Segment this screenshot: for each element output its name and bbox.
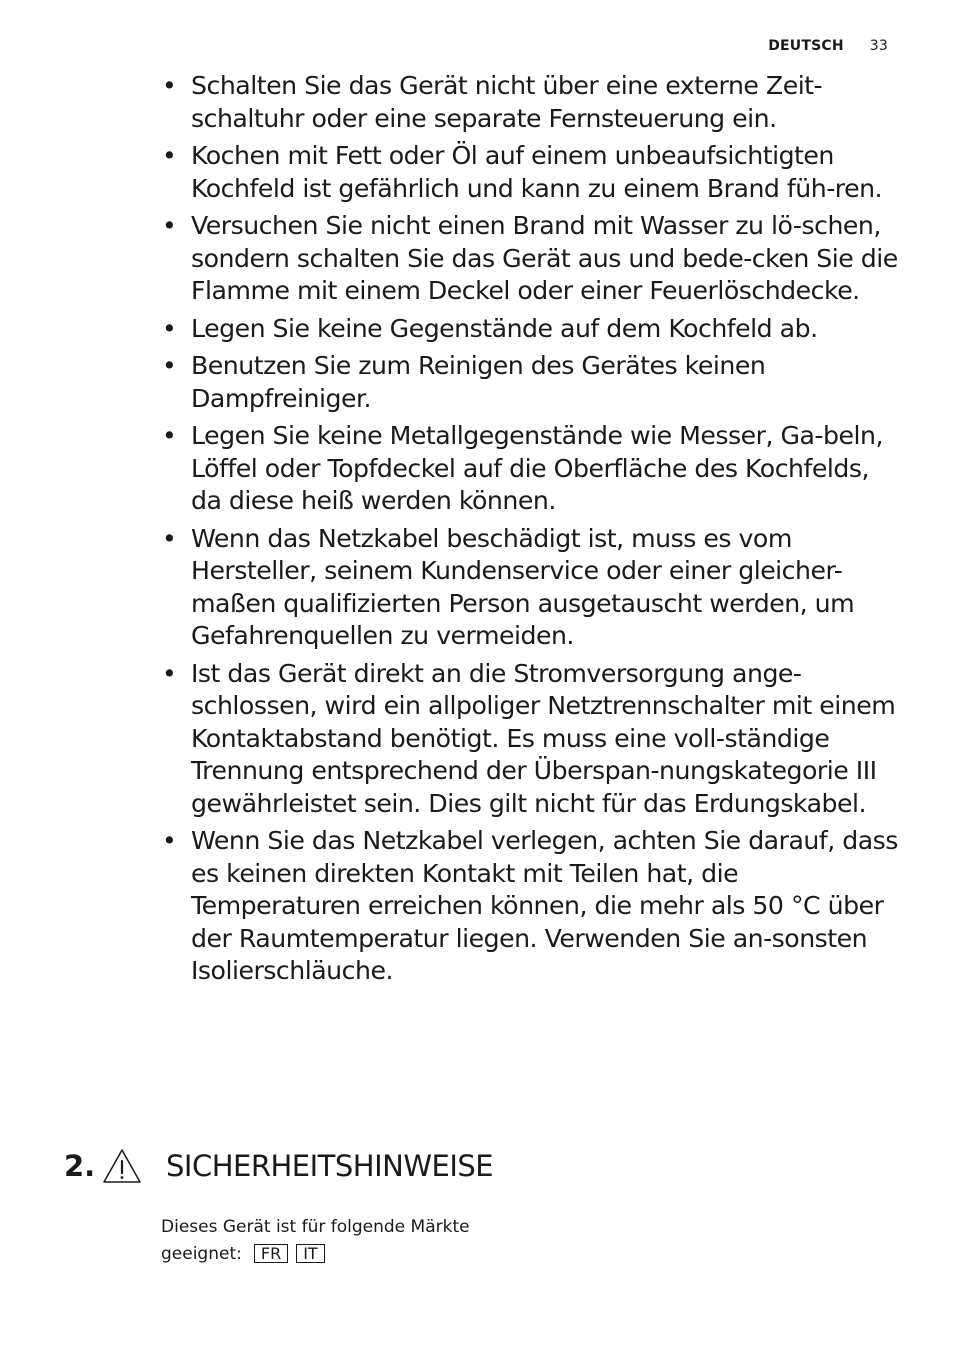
section-number: 2. [64,1149,96,1183]
list-item-text: Wenn Sie das Netzkabel verlegen, achten Sie darauf, dass es keinen direkten Kontakt mit Teilen hat, die Temperaturen erreichen können, die mehr als 50 °C über der Raumtemperatur liegen. Verwenden Sie an-sonsten Isolierschläuche. [191,826,898,985]
list-item-text: Legen Sie keine Gegenstände auf dem Kochfeld ab. [191,313,818,343]
safety-bullet-list [160,70,900,993]
bullet-icon: • [162,523,177,553]
bullet-icon: • [162,826,177,855]
list-item [160,210,900,308]
markets-line-2 [161,1241,470,1268]
list-item-text: Kochen mit Fett oder Öl auf einem unbeaufsichtigten Kochfeld ist gefährlich und kann zu einem Brand füh-ren. [191,141,883,203]
list-item-text: Schalten Sie das Gerät nicht über eine externe Zeit-schaltuhr oder eine separate Fernsteuerung ein. [191,71,823,133]
list-item-text: Legen Sie keine Metallgegenstände wie Messer, Ga-beln, Löffel oder Topfdeckel auf die Oberfläche des Kochfelds, da diese heiß werden können. [191,421,883,515]
bullet-icon: • [162,211,177,240]
list-item [160,313,900,346]
market-code-fr: FR [254,1244,288,1263]
bullet-icon: • [162,658,177,688]
warning-triangle-icon [102,1148,142,1184]
list-item [160,420,900,518]
section-heading [64,1148,493,1184]
page-header [768,38,888,54]
list-item-text: Wenn das Netzkabel beschädigt ist, muss es vom Hersteller, seinem Kundenservice oder einer gleicher-maßen qualifizierten Person ausgetauscht werden, um Gefahrenquellen zu vermeiden. [191,523,855,650]
list-item-text: Versuchen Sie nicht einen Brand mit Wasser zu lö-schen, sondern schalten Sie das Gerät aus und bede-cken Sie die Flamme mit einem Deckel oder einer Feuerlöschdecke. [191,211,898,305]
market-code-it: IT [296,1244,325,1263]
list-item-text: Ist das Gerät direkt an die Stromversorgung ange-schlossen, wird ein allpoliger Netztrennschalter mit einem Kontaktabstand benötigt. Es muss eine voll-ständige Trennung entsprechend der Überspan-nungskategorie III gewährleistet sein. Dies gilt nicht für das Erdungskabel. [191,658,896,818]
markets-line-1: Dieses Gerät ist für folgende Märkte [161,1217,470,1237]
list-item [160,70,900,135]
header-language: DEUTSCH [768,38,844,54]
bullet-icon: • [162,141,177,170]
list-item [160,140,900,205]
section-title: SICHERHEITSHINWEISE [166,1149,494,1183]
bullet-icon: • [162,313,177,343]
markets-label: geeignet: [161,1244,242,1264]
list-item [160,658,900,821]
list-item-text: Benutzen Sie zum Reinigen des Gerätes keinen Dampfreiniger. [191,351,766,413]
list-item [160,825,900,988]
bullet-icon: • [162,71,177,100]
list-item [160,523,900,653]
bullet-icon: • [162,421,177,450]
list-item [160,350,900,415]
bullet-icon: • [162,351,177,380]
page-number: 33 [869,38,888,54]
markets-note [161,1214,470,1268]
